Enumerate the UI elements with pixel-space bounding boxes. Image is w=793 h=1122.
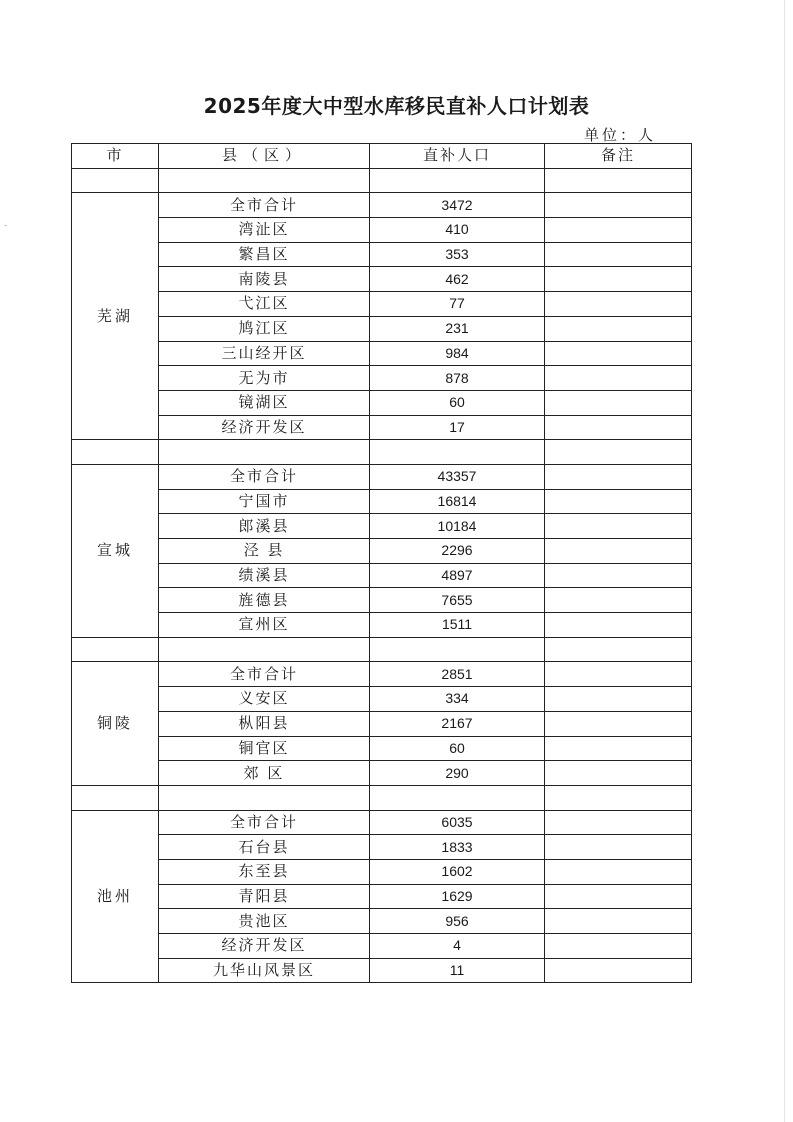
population-cell: 43357 [370,464,545,489]
table-row [72,859,692,884]
population-cell: 11 [370,958,545,983]
county-cell: 经济开发区 [159,934,370,959]
blank-cell [545,785,692,810]
blank-cell [545,637,692,662]
population-table [71,143,692,983]
population-cell: 290 [370,761,545,786]
table-row [72,613,692,638]
table-row [72,563,692,588]
remark-cell [545,415,692,440]
header-county: 县（区） [159,144,370,169]
blank-cell [159,785,370,810]
county-cell: 宣州区 [159,613,370,638]
population-cell: 2296 [370,539,545,564]
blank-cell [370,440,545,465]
table-body [72,144,692,983]
county-cell: 郊 区 [159,761,370,786]
table-row [72,909,692,934]
county-cell: 湾沚区 [159,218,370,243]
population-cell: 10184 [370,514,545,539]
county-cell: 郎溪县 [159,514,370,539]
table-row [72,835,692,860]
remark-cell [545,193,692,218]
remark-cell [545,489,692,514]
remark-cell [545,884,692,909]
blank-cell [545,440,692,465]
remark-cell [545,341,692,366]
remark-cell [545,563,692,588]
remark-cell [545,514,692,539]
population-cell: 334 [370,687,545,712]
blank-cell [370,637,545,662]
table-row [72,390,692,415]
remark-cell [545,958,692,983]
population-cell: 462 [370,267,545,292]
blank-cell [159,168,370,193]
remark-cell [545,909,692,934]
population-cell: 77 [370,292,545,317]
blank-cell [370,168,545,193]
remark-cell [545,859,692,884]
population-cell: 1833 [370,835,545,860]
remark-cell [545,736,692,761]
table-row [72,193,692,218]
county-cell: 全市合计 [159,193,370,218]
county-cell: 青阳县 [159,884,370,909]
remark-cell [545,835,692,860]
population-cell: 231 [370,316,545,341]
table-row [72,958,692,983]
table-row [72,514,692,539]
table-row [72,711,692,736]
county-cell: 弋江区 [159,292,370,317]
remark-cell [545,588,692,613]
county-cell: 鸠江区 [159,316,370,341]
table-row [72,267,692,292]
population-cell: 17 [370,415,545,440]
county-cell: 东至县 [159,859,370,884]
header-population: 直补人口 [370,144,545,169]
remark-cell [545,366,692,391]
blank-cell [159,440,370,465]
table-row [72,341,692,366]
city-cell: 铜陵 [72,662,159,785]
county-cell: 铜官区 [159,736,370,761]
population-cell: 984 [370,341,545,366]
remark-cell [545,292,692,317]
remark-cell [545,662,692,687]
population-cell: 956 [370,909,545,934]
remark-cell [545,267,692,292]
blank-cell [159,637,370,662]
blank-cell [72,785,159,810]
remark-cell [545,613,692,638]
scan-edge-right [784,0,785,1122]
table-row [72,539,692,564]
blank-cell [72,637,159,662]
blank-row [72,168,692,193]
blank-cell [72,168,159,193]
population-cell: 1602 [370,859,545,884]
table-row [72,316,692,341]
remark-cell [545,761,692,786]
remark-cell [545,810,692,835]
table-row [72,218,692,243]
county-cell: 南陵县 [159,267,370,292]
county-cell: 石台县 [159,835,370,860]
county-cell: 贵池区 [159,909,370,934]
county-cell: 无为市 [159,366,370,391]
population-cell: 3472 [370,193,545,218]
table-row [72,415,692,440]
remark-cell [545,687,692,712]
population-cell: 60 [370,390,545,415]
county-cell: 泾 县 [159,539,370,564]
county-cell: 九华山风景区 [159,958,370,983]
remark-cell [545,539,692,564]
county-cell: 绩溪县 [159,563,370,588]
blank-cell [545,168,692,193]
population-cell: 6035 [370,810,545,835]
header-remark: 备注 [545,144,692,169]
table-row [72,761,692,786]
county-cell: 全市合计 [159,662,370,687]
population-cell: 1629 [370,884,545,909]
remark-cell [545,242,692,267]
blank-cell [370,785,545,810]
remark-cell [545,464,692,489]
page-title: 2025年度大中型水库移民直补人口计划表 [203,94,590,118]
county-cell: 宁国市 [159,489,370,514]
blank-cell [72,440,159,465]
population-cell: 410 [370,218,545,243]
table-row [72,464,692,489]
city-cell: 宣城 [72,464,159,637]
county-cell: 旌德县 [159,588,370,613]
population-cell: 2851 [370,662,545,687]
county-cell: 枞阳县 [159,711,370,736]
table-row [72,884,692,909]
table-row [72,662,692,687]
county-cell: 镜湖区 [159,390,370,415]
population-cell: 4 [370,934,545,959]
blank-row [72,637,692,662]
city-cell: 芜湖 [72,193,159,440]
remark-cell [545,711,692,736]
table-row [72,588,692,613]
table-row [72,736,692,761]
table-row [72,810,692,835]
table-row [72,489,692,514]
header-city: 市 [72,144,159,169]
population-cell: 7655 [370,588,545,613]
county-cell: 全市合计 [159,464,370,489]
city-cell: 池州 [72,810,159,983]
population-cell: 1511 [370,613,545,638]
scan-edge-left [4,225,7,226]
table-row [72,687,692,712]
remark-cell [545,934,692,959]
population-cell: 878 [370,366,545,391]
table-row [72,242,692,267]
county-cell: 义安区 [159,687,370,712]
population-cell: 353 [370,242,545,267]
table-row [72,934,692,959]
county-cell: 三山经开区 [159,341,370,366]
remark-cell [545,390,692,415]
population-cell: 60 [370,736,545,761]
table-row [72,292,692,317]
remark-cell [545,218,692,243]
table-row [72,366,692,391]
county-cell: 繁昌区 [159,242,370,267]
header-row [72,144,692,169]
blank-row [72,440,692,465]
population-cell: 2167 [370,711,545,736]
remark-cell [545,316,692,341]
population-cell: 16814 [370,489,545,514]
county-cell: 全市合计 [159,810,370,835]
blank-row [72,785,692,810]
population-cell: 4897 [370,563,545,588]
unit-label: 单位：人 [584,126,657,144]
county-cell: 经济开发区 [159,415,370,440]
